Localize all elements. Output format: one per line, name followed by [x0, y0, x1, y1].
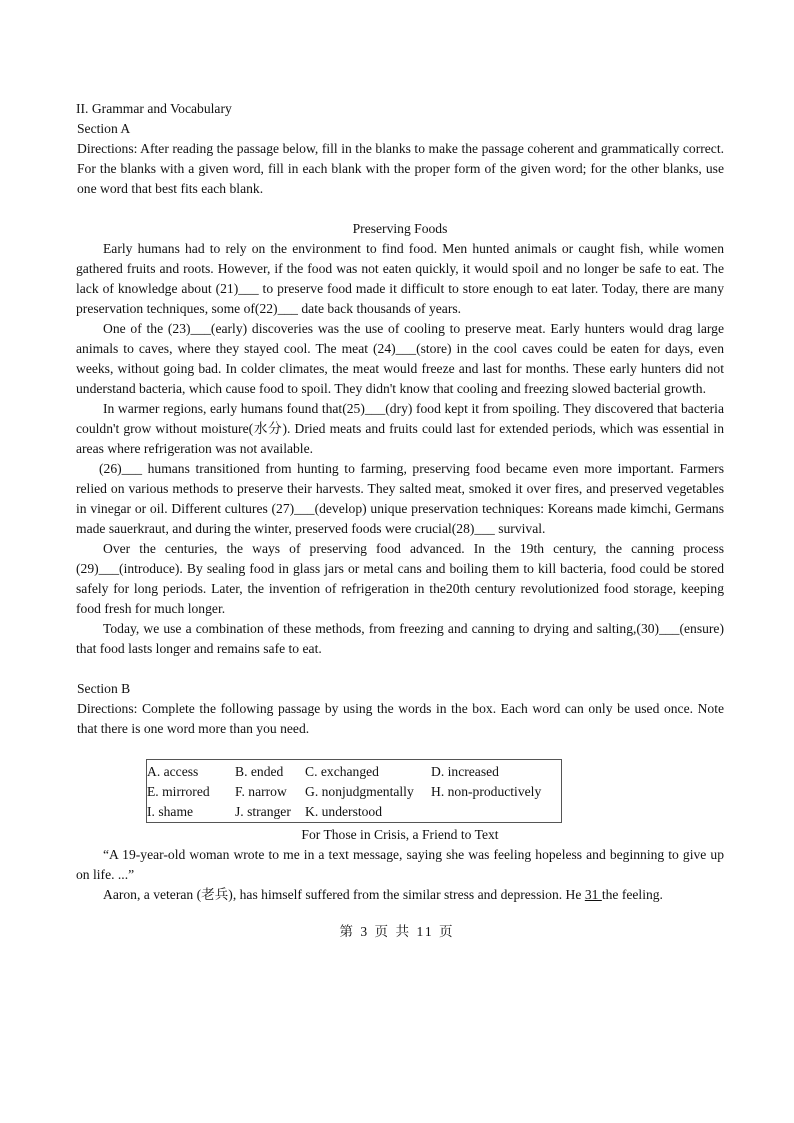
part-heading: II. Grammar and Vocabulary — [76, 101, 232, 116]
page-footer — [0, 922, 794, 942]
section-a-label: Section A — [77, 121, 131, 136]
word-box-row — [147, 762, 561, 782]
word-option: G. nonjudgmentally — [305, 784, 414, 799]
word-option: E. mirrored — [147, 784, 210, 799]
word-option: I. shame — [147, 804, 194, 819]
passage-a-paragraph-3: In warmer regions, early humans found that(25)___(dry) food kept it from spoiling. They discovered that bacteria couldn't grow without moisture(水分). Dried meats and fruits could last for extended periods, which was essential in areas where refrigeration was not available. — [76, 401, 724, 456]
passage-a-paragraph-5: Over the centuries, the ways of preserving food advanced. In the 19th century, the canning process (29)___(introduce). By sealing food in glass jars or metal cans and boiling them to kill bacteria, food could be stored safely for long periods. Later, the invention of refrigeration in the20th century revolutionized food storage, keeping food fresh for much longer. — [76, 541, 724, 616]
word-box — [146, 759, 562, 823]
word-box-row — [147, 782, 561, 802]
word-box-row — [147, 802, 561, 822]
word-option: F. narrow — [235, 784, 287, 799]
word-option: J. stranger — [235, 804, 291, 819]
word-option: H. non-productively — [431, 784, 542, 799]
passage-a-paragraph-4: (26)___ humans transitioned from hunting to farming, preserving food became even more important. Farmers relied on various methods to preserve their harvests. They salted meat, smoked it over fires, and preserved vegetables in vinegar or oil. Different cultures (27)___(develop) unique preservation techniques: Koreans made kimchi, Germans made sauerkraut, and during the winter, preserved foods were crucial(28)___ survival. — [76, 461, 724, 536]
section-a-directions: Directions: After reading the passage below, fill in the blanks to make the passage coherent and grammatically correct. For the blanks with a given word, fill in each blank with the proper form of the given word; for the other blanks, use one word that best fits each blank. — [77, 141, 724, 196]
passage-a-title: Preserving Foods — [352, 221, 448, 236]
passage-b-title: For Those in Crisis, a Friend to Text — [301, 827, 499, 842]
paragraph-text: the feeling. — [601, 887, 663, 902]
passage-b-paragraph-1: “A 19-year-old woman wrote to me in a text message, saying she was feeling hopeless and beginning to give up on life. ...” — [76, 847, 724, 882]
passage-b-paragraph-2 — [76, 885, 724, 905]
spacer — [76, 659, 724, 679]
word-option: C. exchanged — [305, 764, 379, 779]
page-number: 第 3 页 共 11 页 — [339, 924, 455, 939]
blank-31: 31 — [584, 887, 602, 902]
paragraph-text: Aaron, a veteran (老兵), has himself suffered from the similar stress and depression. He — [103, 887, 585, 902]
spacer — [76, 739, 724, 759]
page-content — [76, 99, 724, 905]
word-option: K. understood — [305, 804, 383, 819]
spacer — [76, 199, 724, 219]
section-b-directions: Directions: Complete the following passage by using the words in the box. Each word can only be used once. Note that there is one word more than you need. — [77, 701, 724, 736]
word-option: D. increased — [431, 764, 499, 779]
passage-a-paragraph-6: Today, we use a combination of these methods, from freezing and canning to drying and salting,(30)___(ensure) that food lasts longer and remains safe to eat. — [76, 621, 724, 656]
section-b-label: Section B — [77, 681, 131, 696]
word-option: A. access — [147, 764, 199, 779]
passage-a-paragraph-1: Early humans had to rely on the environment to find food. Men hunted animals or caught fish, while women gathered fruits and roots. However, if the food was not eaten quickly, it would spoil and no longer be safe to eat. The lack of knowledge about (21)___ to preserve food made it difficult to store enough to eat later. Today, there are many preservation techniques, some of(22)___ date back thousands of years. — [76, 241, 724, 316]
passage-a-paragraph-2: One of the (23)___(early) discoveries was the use of cooling to preserve meat. Early hunters would drag large animals to caves, where they stayed cool. The meat (24)___(store) in the cool caves could be eaten for days, even weeks, without going bad. In colder climates, the meat would freeze and last for months. These early hunters did not understand bacteria, which cause food to spoil. They didn't know that cooling and freezing slowed bacterial growth. — [76, 321, 724, 396]
word-option: B. ended — [235, 764, 284, 779]
